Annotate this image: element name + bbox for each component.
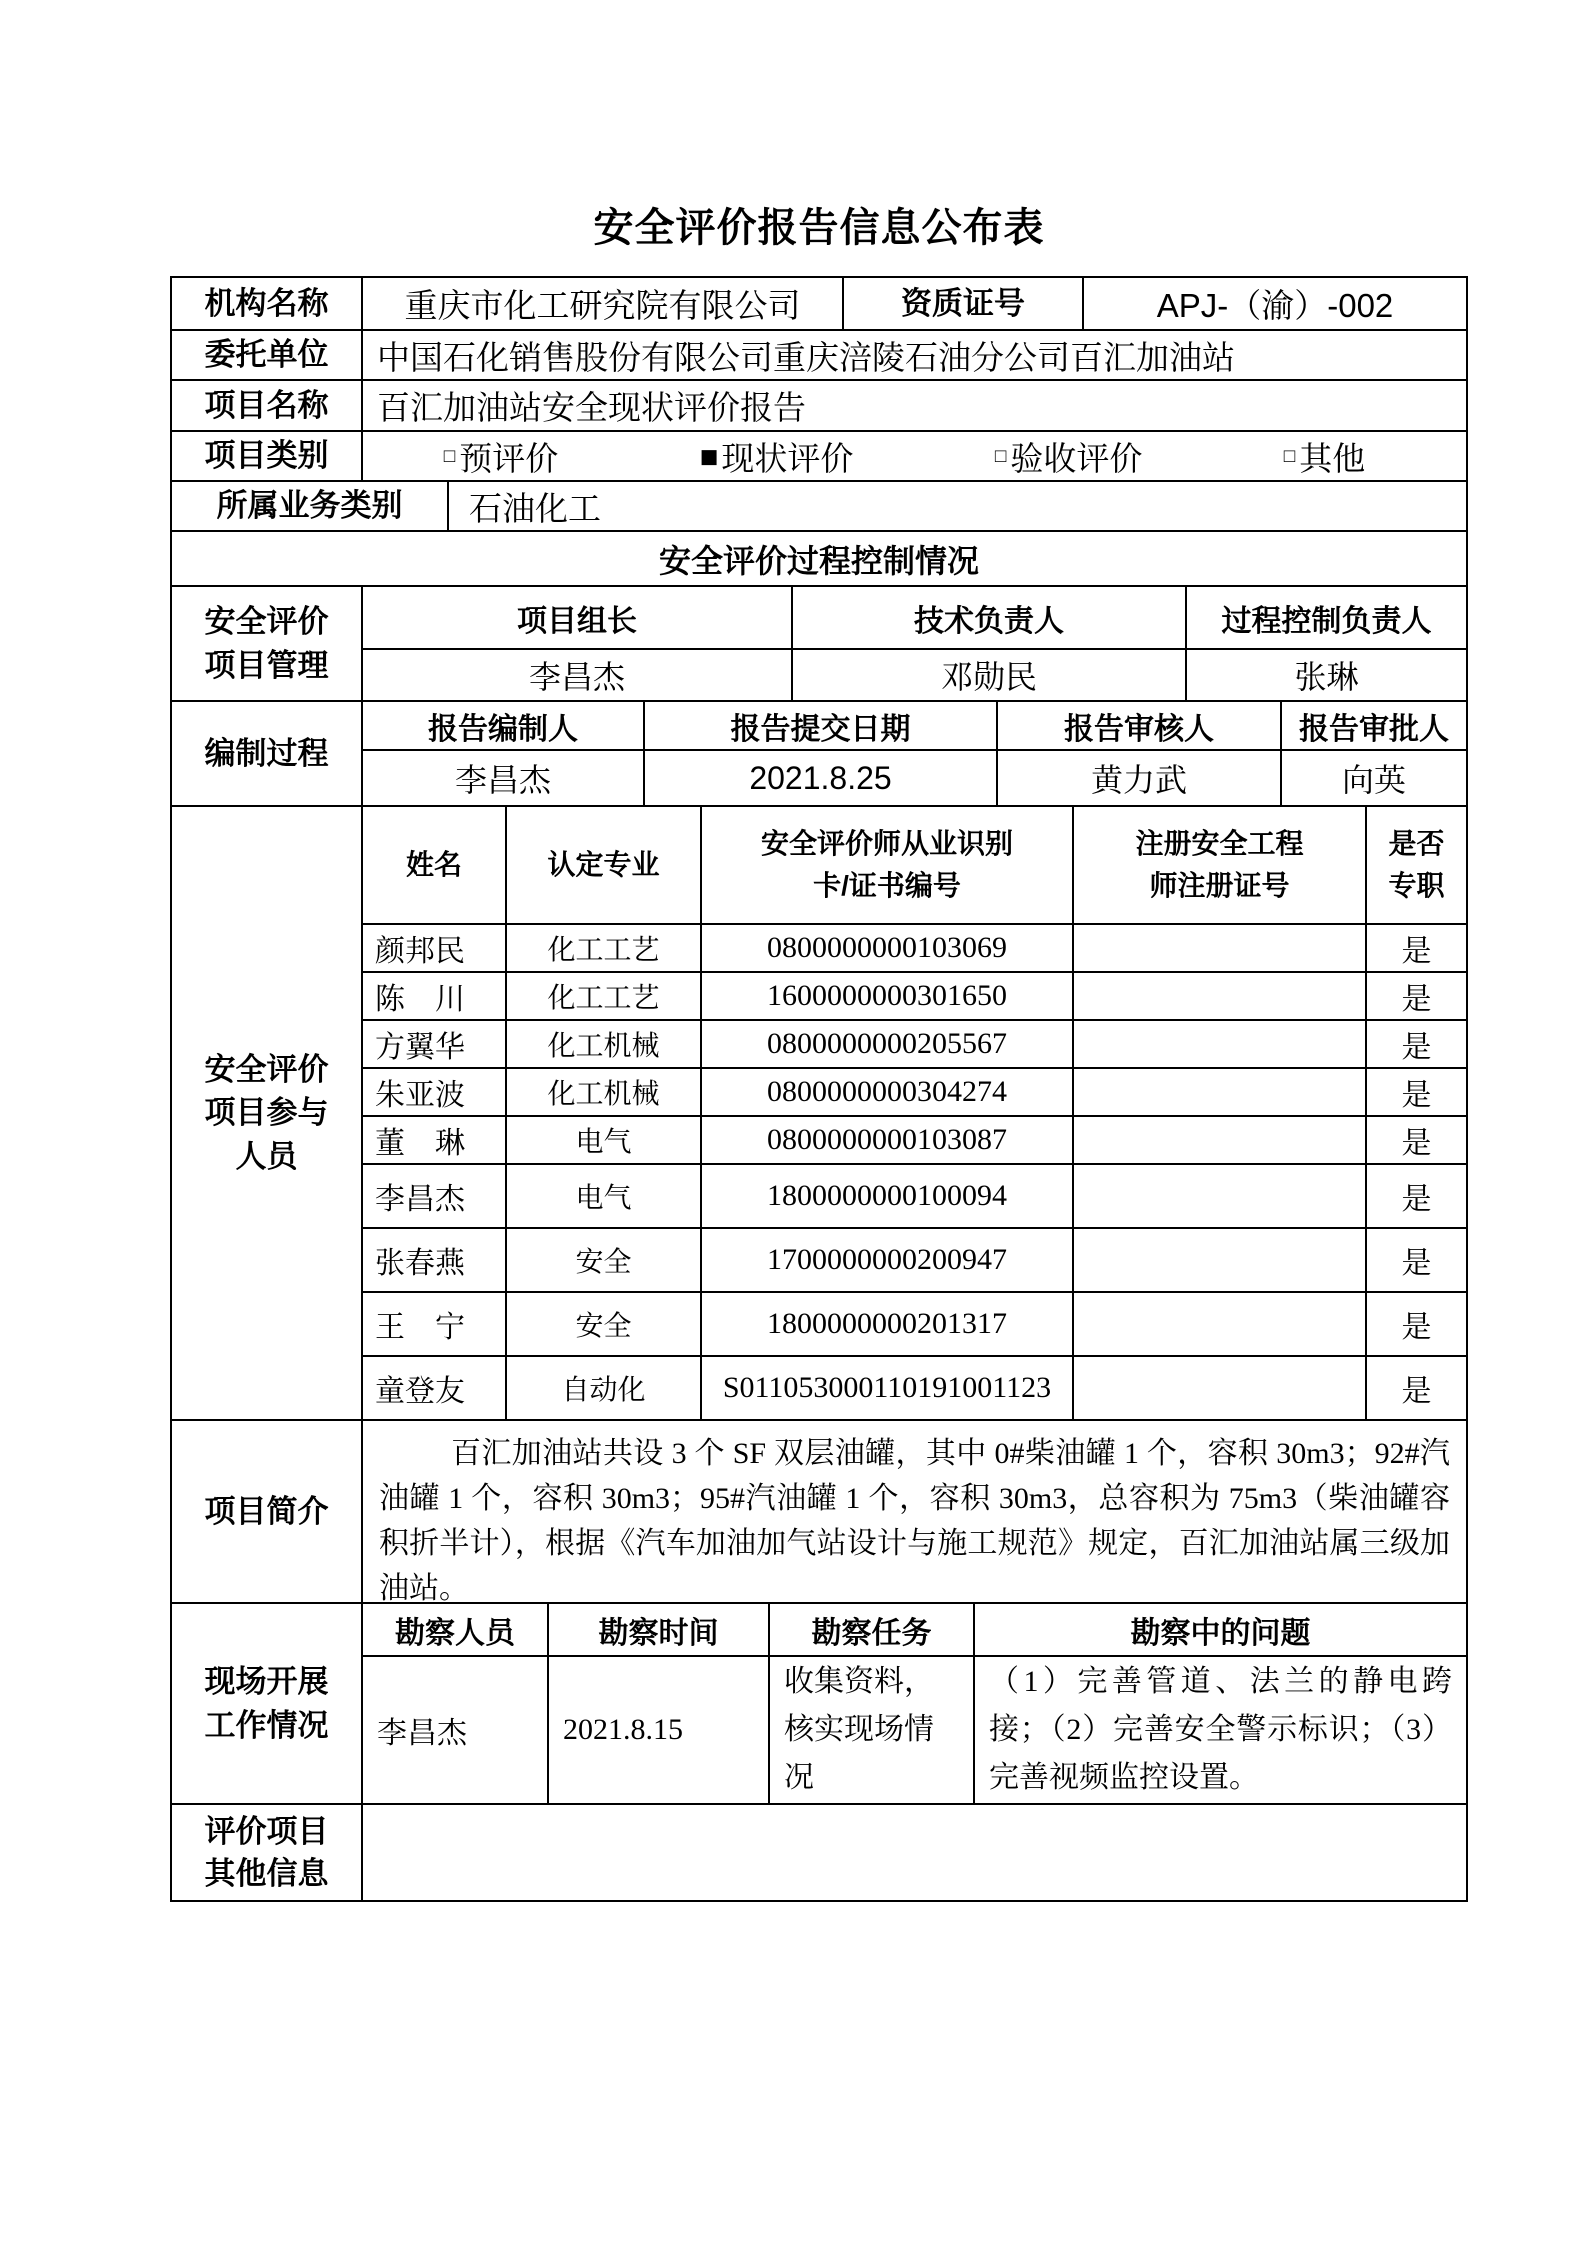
col-survey-task: 勘察任务 — [770, 1604, 975, 1655]
cert-no-label: 资质证号 — [844, 278, 1084, 329]
business-type-label: 所属业务类别 — [172, 482, 449, 530]
participant-fulltime: 是 — [1401, 935, 1432, 968]
report-approver-value: 向英 — [1341, 762, 1406, 798]
participants-label — [172, 807, 363, 1419]
survey-person-value: 李昌杰 — [363, 1657, 549, 1803]
participant-reg-no — [1074, 1069, 1367, 1115]
col-assessor-cert: 安全评价师从业识别 卡/证书编号 — [702, 807, 1074, 923]
col-major: 认定专业 — [507, 807, 702, 923]
participant-name: 方翼华 — [363, 1021, 507, 1067]
option-label: 其他 — [1299, 439, 1366, 477]
col-submit-date: 报告提交日期 — [645, 702, 998, 749]
option-status-evaluation[interactable] — [700, 433, 854, 480]
management-label-line1: 安全评价 — [204, 604, 329, 640]
technical-lead-value: 邓勋民 — [793, 650, 1187, 700]
info-table — [170, 276, 1468, 1902]
participant-reg-no — [1074, 973, 1367, 1019]
process-control-lead-value: 张琳 — [1294, 659, 1359, 695]
participant-reg-no — [1074, 1021, 1367, 1067]
col-name: 姓名 — [363, 807, 507, 923]
participant-row — [363, 1069, 1466, 1117]
col-project-leader: 项目组长 — [363, 587, 793, 648]
site-work-header-row — [363, 1604, 1466, 1657]
section-participants — [172, 807, 1466, 1421]
participant-name: 王 宁 — [363, 1293, 507, 1355]
participant-major: 化工机械 — [507, 1069, 702, 1115]
participant-row — [363, 1021, 1466, 1069]
participants-label-line2: 项目参与 — [204, 1095, 329, 1131]
participant-major: 电气 — [507, 1165, 702, 1227]
option-label: 预评价 — [459, 439, 559, 477]
other-info-label — [172, 1805, 363, 1900]
col-survey-person: 勘察人员 — [363, 1604, 549, 1655]
row-client — [172, 331, 1466, 381]
site-work-label-line1: 现场开展 — [204, 1664, 329, 1700]
project-name-value: 百汇加油站安全现状评价报告 — [377, 389, 806, 426]
participant-name: 陈 川 — [363, 973, 507, 1019]
participant-major: 化工机械 — [507, 1021, 702, 1067]
site-work-label — [172, 1604, 363, 1803]
col-report-author: 报告编制人 — [363, 702, 645, 749]
site-work-label-line2: 工作情况 — [204, 1707, 329, 1743]
col-process-control-lead: 过程控制负责人 — [1221, 604, 1432, 638]
project-type-label: 项目类别 — [172, 432, 363, 480]
other-info-value — [363, 1805, 1466, 1900]
process-control-banner: 安全评价过程控制情况 — [658, 542, 979, 579]
participant-fulltime: 是 — [1401, 1375, 1432, 1408]
participant-major: 自动化 — [507, 1357, 702, 1419]
survey-problems-value: （1）完善管道、法兰的静电跨接；（2）完善安全警示标识；（3）完善视频监控设置。 — [989, 1665, 1452, 1794]
participant-fulltime: 是 — [1401, 1127, 1432, 1160]
compilation-label: 编制过程 — [172, 702, 363, 805]
participant-fulltime: 是 — [1401, 1247, 1432, 1280]
participant-major: 电气 — [507, 1117, 702, 1163]
participant-cert-no: 1800000000100094 — [702, 1165, 1074, 1227]
section-summary — [172, 1421, 1466, 1604]
client-value: 中国石化销售股份有限公司重庆涪陵石油分公司百汇加油站 — [377, 338, 1235, 376]
participant-row — [363, 1117, 1466, 1165]
participants-header-row — [363, 807, 1466, 925]
participant-cert-no: 1600000000301650 — [702, 973, 1074, 1019]
participants-label-line3: 人员 — [235, 1138, 298, 1174]
participant-cert-no: 0800000000304274 — [702, 1069, 1074, 1115]
survey-time-value: 2021.8.15 — [549, 1657, 770, 1803]
compilation-header-row — [363, 702, 1466, 751]
participant-fulltime: 是 — [1401, 1031, 1432, 1064]
option-pre-evaluation[interactable] — [444, 433, 558, 480]
section-site-work — [172, 1604, 1466, 1805]
participant-name: 张春燕 — [363, 1229, 507, 1291]
participant-reg-no — [1074, 1117, 1367, 1163]
checkbox-unchecked-icon[interactable]: □ — [994, 445, 1007, 467]
participant-major: 安全 — [507, 1229, 702, 1291]
participant-name: 董 琳 — [363, 1117, 507, 1163]
management-values-row — [363, 650, 1466, 700]
participant-fulltime: 是 — [1401, 983, 1432, 1016]
row-business-type — [172, 482, 1466, 532]
other-info-label-line1: 评价项目 — [204, 1813, 329, 1849]
checkbox-checked-icon[interactable]: ■ — [699, 438, 719, 474]
col-registered-engineer: 注册安全工程 师注册证号 — [1074, 807, 1367, 923]
report-reviewer-value: 黄力武 — [998, 751, 1282, 805]
page-title: 安全评价报告信息公布表 — [593, 206, 1045, 250]
participants-label-line1: 安全评价 — [204, 1051, 329, 1087]
participant-row — [363, 1165, 1466, 1229]
report-author-value: 李昌杰 — [363, 751, 645, 805]
section-other-info — [172, 1805, 1466, 1900]
row-project-name — [172, 381, 1466, 432]
section-management — [172, 587, 1466, 702]
participant-row — [363, 925, 1466, 973]
participant-cert-no: 1800000000201317 — [702, 1293, 1074, 1355]
participant-cert-no: 0800000000205567 — [702, 1021, 1074, 1067]
project-leader-value: 李昌杰 — [363, 650, 793, 700]
participant-reg-no — [1074, 925, 1367, 971]
col-survey-time: 勘察时间 — [549, 1604, 770, 1655]
col-survey-problems: 勘察中的问题 — [1130, 1616, 1311, 1650]
business-type-value: 石油化工 — [469, 489, 601, 527]
row-process-banner — [172, 532, 1466, 587]
cert-no-value: APJ-（渝）-002 — [1156, 287, 1394, 324]
col-fulltime: 是否 专职 — [1388, 828, 1445, 901]
participant-cert-no: 1700000000200947 — [702, 1229, 1074, 1291]
option-label: 验收评价 — [1010, 439, 1143, 477]
participant-fulltime: 是 — [1401, 1311, 1432, 1344]
participant-cert-no: 0800000000103069 — [702, 925, 1074, 971]
org-name-label: 机构名称 — [172, 278, 363, 329]
summary-label: 项目简介 — [172, 1421, 363, 1602]
participant-major: 安全 — [507, 1293, 702, 1355]
checkbox-unchecked-icon[interactable]: □ — [1283, 445, 1296, 467]
participant-name: 李昌杰 — [363, 1165, 507, 1227]
participant-row — [363, 973, 1466, 1021]
participant-row — [363, 1293, 1466, 1357]
survey-task-value: 收集资料，核实现场情况 — [770, 1657, 975, 1803]
col-technical-lead: 技术负责人 — [793, 587, 1187, 648]
summary-text: 百汇加油站共设 3 个 SF 双层油罐，其中 0#柴油罐 1 个，容积 30m3；92#汽油罐 1 个，容积 30m3；95#汽油罐 1 个，容积 30m3，总容积为 75m3（柴油罐容积折半计），根据《汽车加油加气站设计与施工规范》规定，百汇加油站属三级加油站。 — [379, 1437, 1450, 1605]
management-label — [172, 587, 363, 700]
participant-cert-no: S011053000110191001123 — [702, 1357, 1074, 1419]
option-acceptance-evaluation[interactable] — [995, 433, 1142, 480]
submit-date-value: 2021.8.25 — [645, 751, 998, 805]
col-report-approver: 报告审批人 — [1299, 712, 1449, 746]
project-name-label: 项目名称 — [172, 381, 363, 430]
management-label-line2: 项目管理 — [204, 647, 329, 683]
participant-name: 颜邦民 — [363, 925, 507, 971]
participant-reg-no — [1074, 1293, 1367, 1355]
row-org — [172, 278, 1466, 331]
other-info-label-line2: 其他信息 — [204, 1855, 329, 1891]
participant-major: 化工工艺 — [507, 973, 702, 1019]
section-compilation — [172, 702, 1466, 807]
participant-name: 童登友 — [363, 1357, 507, 1419]
participant-fulltime: 是 — [1401, 1079, 1432, 1112]
client-label: 委托单位 — [172, 331, 363, 379]
participant-major: 化工工艺 — [507, 925, 702, 971]
participant-reg-no — [1074, 1357, 1367, 1419]
compilation-values-row — [363, 751, 1466, 805]
management-header-row — [363, 587, 1466, 650]
site-work-data-row — [363, 1657, 1466, 1803]
participant-row — [363, 1357, 1466, 1419]
participant-fulltime: 是 — [1401, 1183, 1432, 1216]
option-label: 现状评价 — [721, 439, 854, 477]
col-report-reviewer: 报告审核人 — [998, 702, 1282, 749]
checkbox-unchecked-icon[interactable]: □ — [443, 445, 456, 467]
participant-row — [363, 1229, 1466, 1293]
participant-name: 朱亚波 — [363, 1069, 507, 1115]
project-type-options — [363, 432, 1466, 480]
participant-reg-no — [1074, 1229, 1367, 1291]
participant-cert-no: 0800000000103087 — [702, 1117, 1074, 1163]
participant-reg-no — [1074, 1165, 1367, 1227]
row-project-type — [172, 432, 1466, 482]
option-other[interactable] — [1284, 433, 1365, 480]
org-name-value: 重庆市化工研究院有限公司 — [363, 278, 844, 329]
